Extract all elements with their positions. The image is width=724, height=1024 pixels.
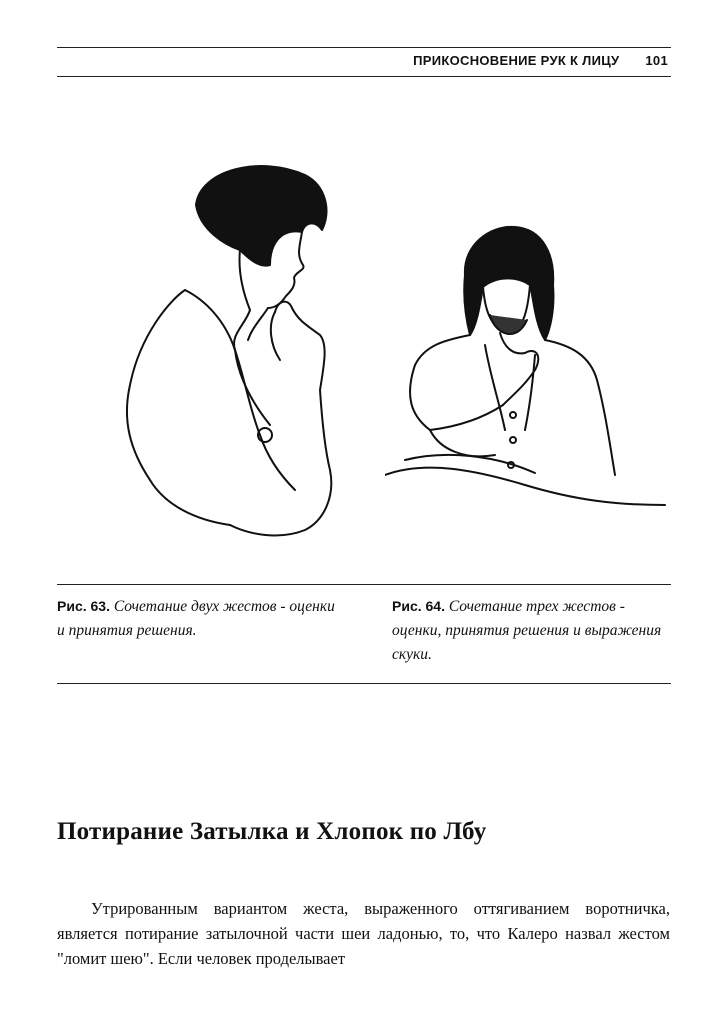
section-title: Потирание Затылка и Хлопок по Лбу	[57, 818, 487, 845]
figure-64-label: Рис. 64.	[392, 598, 445, 614]
page-number: 101	[645, 53, 668, 68]
figure-64-illustration	[385, 215, 670, 515]
figure-63-label: Рис. 63.	[57, 598, 110, 614]
caption-top-rule	[57, 584, 671, 585]
header-top-rule	[57, 47, 671, 48]
running-header-title: ПРИКОСНОВЕНИЕ РУК К ЛИЦУ	[413, 53, 620, 68]
figure-63-text: Сочетание двух жестов - оценки и принятия решения.	[57, 598, 335, 639]
header-bottom-rule	[57, 76, 671, 77]
running-header	[413, 53, 668, 68]
figure-64-caption	[392, 594, 674, 667]
body-paragraph: Утрированным вариантом жеста, выраженного оттягиванием воротничка, является потирание затылочной части шеи ладонью, то, что Калеро назвал жестом "ломит шею". Если человек проделывает	[57, 899, 670, 968]
hair-shape	[196, 166, 327, 266]
figure-64-text: Сочетание трех жестов - оценки, принятия решения и выражения скуки.	[392, 598, 662, 663]
figure-63-illustration	[110, 150, 350, 550]
figure-63-caption	[57, 594, 339, 643]
caption-bottom-rule	[57, 683, 671, 684]
